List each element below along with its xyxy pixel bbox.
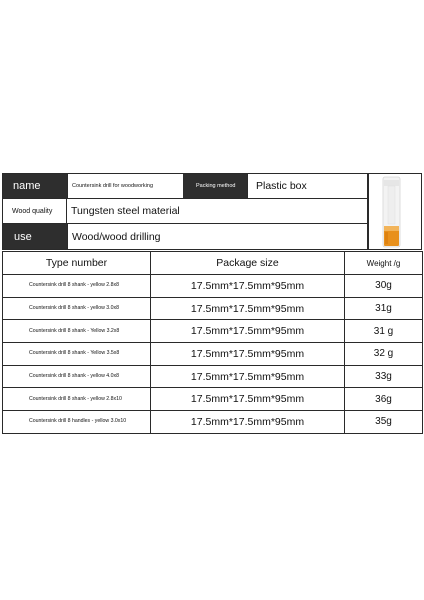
table-row [3, 365, 423, 388]
spec-row-use [2, 224, 368, 250]
weight-cell: 33g [345, 365, 423, 388]
name-value: Countersink drill for woodworking [67, 174, 183, 198]
weight-cell: 31g [345, 297, 423, 320]
name-label: name [3, 174, 67, 198]
type-cell: Countersink drill 8 shank - yellow 2.8x8 [3, 275, 151, 298]
package-cell: 17.5mm*17.5mm*95mm [151, 275, 345, 298]
weight-cell: 30g [345, 275, 423, 298]
type-cell: Countersink drill 8 shank - Yellow 3.5x8 [3, 343, 151, 366]
package-size-header: Package size [151, 252, 345, 275]
type-cell: Countersink drill 8 shank - yellow 2.8x10 [3, 388, 151, 411]
type-cell: Countersink drill 8 shank - Yellow 3.2x8 [3, 320, 151, 343]
table-row [3, 411, 423, 434]
type-cell: Countersink drill 8 shank - yellow 4.0x8 [3, 365, 151, 388]
type-cell: Countersink drill 8 shank - yellow 3.0x8 [3, 297, 151, 320]
table-row [3, 320, 423, 343]
use-value: Wood/wood drilling [67, 224, 367, 249]
package-cell: 17.5mm*17.5mm*95mm [151, 388, 345, 411]
weight-cell: 31 g [345, 320, 423, 343]
table-row [3, 297, 423, 320]
package-cell: 17.5mm*17.5mm*95mm [151, 365, 345, 388]
product-image [368, 173, 422, 250]
type-number-header: Type number [3, 252, 151, 275]
packing-method-label: Packing method [183, 174, 247, 198]
weight-header: Weight /g [345, 252, 423, 275]
packing-method-value: Plastic box [247, 174, 367, 198]
table-row [3, 343, 423, 366]
spec-table [2, 251, 423, 434]
weight-cell: 32 g [345, 343, 423, 366]
type-cell: Countersink drill 8 handles - yellow 3.0x10 [3, 411, 151, 434]
weight-cell: 36g [345, 388, 423, 411]
package-cell: 17.5mm*17.5mm*95mm [151, 411, 345, 434]
package-cell: 17.5mm*17.5mm*95mm [151, 343, 345, 366]
package-cell: 17.5mm*17.5mm*95mm [151, 297, 345, 320]
package-cell: 17.5mm*17.5mm*95mm [151, 320, 345, 343]
table-row [3, 275, 423, 298]
table-row [3, 388, 423, 411]
spec-row-name [2, 173, 368, 199]
use-label: use [3, 224, 67, 249]
spec-row-wood-quality [2, 199, 368, 224]
wood-quality-label: Wood quality [3, 199, 67, 223]
wood-quality-value: Tungsten steel material [67, 199, 367, 223]
plastic-box-icon [369, 174, 421, 249]
product-spec-sheet [2, 173, 422, 429]
weight-cell: 35g [345, 411, 423, 434]
table-header-row [3, 252, 423, 275]
spec-block [2, 173, 368, 250]
